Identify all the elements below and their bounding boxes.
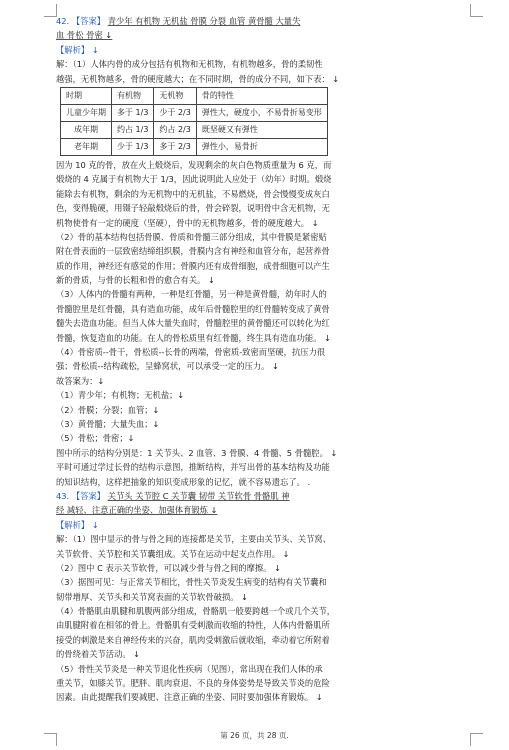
table-row: [61, 138, 328, 155]
paragraph-line: 图中所示的结构分别是：1 关节头、2 血管、3 骨膜、4 骨髓、5 骨髓腔。 ↓: [56, 447, 338, 458]
analysis-tag: 【解析】 ↓: [56, 519, 99, 530]
paragraph-line: （2）图中 C 表示关节软骨，可以减少骨与骨之间的摩擦。 ↓: [56, 562, 282, 573]
document-body: [56, 14, 468, 705]
answer-item: （1）青少年；有机物；无机盐；↓: [56, 390, 185, 401]
table-cell: 成年期: [61, 121, 112, 138]
table-cell: 儿童少年期: [61, 104, 112, 121]
paragraph-line: （3）据图可见：与正常关节相比，骨性关节炎发生病变的结构有关节囊和: [56, 577, 327, 588]
paragraph-line: 接受的刺激是来自神经传来的兴奋，肌肉受刺激后就收缩，牵动着它所附着: [56, 634, 330, 645]
q43-answer-line-2: [56, 503, 468, 517]
table-row: [61, 104, 328, 121]
paragraph-line: （2）骨的基本结构包括骨膜、骨质和骨髓三部分组成，其中骨膜是紧密贴: [56, 231, 327, 242]
paragraph-line: （4）骨骼肌由肌腱和肌腹两部分组成，骨骼肌一般要跨越一个或几个关节，: [56, 606, 336, 617]
paragraph-line: 因为 10 克的骨，放在火上煅烧后，发现剩余的灰白色物质重量为 6 克，而: [56, 159, 332, 170]
table-cell: 少于 1/3: [112, 138, 154, 155]
table-cell: 约占 2/3: [154, 121, 196, 138]
table-cell: 弹性小，易骨折: [196, 138, 327, 155]
table-cell: 老年期: [61, 138, 112, 155]
page-corner-mark: [470, 4, 483, 17]
conclusion-label: 故答案为：↓: [56, 375, 105, 386]
answer-text: 关节头 关节腔 C 关节囊 韧带 关节软骨 骨骼肌 神: [107, 490, 290, 501]
table-header: 有机物: [112, 87, 154, 104]
paragraph-line: 越强，无机物越多，骨的硬度越大；在不同时期，骨的成分不同，如下表： ↓: [56, 73, 340, 84]
paragraph-line: 解：（1）图中显示的骨与骨之间的连接都是关节，主要由关节头、关节窝、: [56, 534, 331, 545]
table-cell: 多于 1/3: [112, 104, 154, 121]
paragraph-line: （3）人体内的骨髓有两种，一种是红骨髓，另一种是黄骨髓，幼年时人的: [56, 289, 327, 300]
bone-composition-table: [60, 87, 328, 156]
answer-item: （2）骨膜；分裂；血管；↓: [56, 404, 160, 415]
paragraph-line: 因素。由此提醒我们要减肥、注意正确的坐姿、同时要加强体育锻炼。 ↓: [56, 692, 323, 703]
answer-text: 经 减轻、注意正确的坐姿、加强体育锻炼 ↓: [56, 505, 218, 516]
table-cell: 多于 2/3: [154, 138, 196, 155]
answer-item: （3）黄骨髓；大量失血；↓: [56, 418, 160, 429]
paragraph-line: 韧带增厚、关节头和关节窝表面的关节软骨破损。 ↓: [56, 591, 249, 602]
paragraph-line: 由肌腱附着在相邻的骨上。骨骼肌有受刺激而收缩的特性，人体内骨骼肌所: [56, 620, 330, 631]
table-header: 骨的特性: [196, 87, 327, 104]
paragraph-line: 髓失去造血功能。但当人体大量失血时，骨髓腔里的黄骨髓还可以转化为红: [56, 318, 330, 329]
paragraph-line: 骨髓，恢复造血的功能。在人的骨松质里有红骨髓，终生具有造血功能。 ↓: [56, 332, 332, 343]
table-header-row: [61, 87, 328, 104]
paragraph-line: 的骨绕着关节活动。 ↓: [56, 649, 141, 660]
table-header: 时期: [61, 87, 112, 104]
paragraph-line: 质的作用，神经还有感觉的作用；骨膜内还有成骨细胞，成骨细胞可以产生: [56, 260, 330, 271]
analysis-tag: 【解析】 ↓: [56, 44, 99, 55]
table-row: [61, 121, 328, 138]
paragraph-line: 色，变得脆硬，用镊子轻敲煅烧后的骨，骨会碎裂，说明骨中含无机物，无: [56, 203, 330, 214]
paragraph-line: 平时可通过学过长骨的结构示意图，推断结构，并写出骨的基本结构及功能: [56, 462, 330, 473]
paragraph-line: 强；骨松质--结构疏松，呈蜂窝状，可以承受一定的压力。 ↓: [56, 361, 280, 372]
paragraph-line: 煅烧的 4 克属于有机物大于 1/3，因此说明此人应处于（幼年）时期。煅烧: [56, 174, 332, 185]
paragraph-line: 附在骨表面的一层致密结缔组织膜，骨膜内含有神经和血管分布，起营养骨: [56, 246, 330, 257]
paragraph-line: 能除去有机物，剩余的为无机物中的无机盐，不易燃烧，骨会慢慢变成灰白: [56, 188, 330, 199]
answer-tag: 【答案】: [71, 16, 106, 26]
table-cell: 少于 2/3: [154, 104, 196, 121]
paragraph-line: 骨髓腔里是红骨髓，具有造血功能，成年后骨髓腔里的红骨髓转变成了黄骨: [56, 303, 330, 314]
q42-answer-line: [56, 14, 468, 28]
paragraph-line: 的知识结构，这样把抽象的知识变成形象的记忆，就不容易遗忘了。 .: [56, 476, 311, 487]
table-cell: 约占 1/3: [112, 121, 154, 138]
paragraph-line: （5）骨性关节炎是一种关节退化性疾病（见图），常出现在我们人体的承: [56, 663, 323, 674]
paragraph-line: 解：（1）人体内骨的成分包括有机物和无机物，有机物越多，骨的柔韧性: [56, 59, 323, 70]
answer-tag: 【答案】: [71, 490, 106, 501]
table-cell: 弹性大，硬度小，不易骨折易变形: [196, 104, 327, 121]
page-footer: 第 26 页，共 28 页.: [220, 731, 289, 740]
paragraph-line: （4）骨密质--骨干，骨松质--长骨的两端，骨密质-致密而坚硬，抗压力很: [56, 347, 326, 358]
table-cell: 既坚硬又有弹性: [196, 121, 327, 138]
answer-text: 血 骨松 骨密 ↓: [56, 30, 113, 41]
paragraph-line: 重关节，如膝关节。肥胖、肌肉衰退、不良的身体姿势是导致关节炎的危险: [56, 678, 330, 689]
question-number: 42.: [56, 16, 70, 26]
paragraph-line: 新的骨质，与骨的长粗和骨的愈合有关。 ↓: [56, 275, 215, 286]
paragraph-line: 机物使骨有一定的硬度（坚硬），骨中的无机物越多，骨的硬度越大。 ↓: [56, 217, 319, 228]
answer-text: 青少年 有机物 无机盐 骨膜 分裂 血管 黄骨髓 大量失: [107, 16, 301, 26]
q42-answer-line-2: [56, 28, 468, 42]
question-number: 43.: [56, 490, 70, 501]
paragraph-line: 关节软骨、关节腔和关节囊组成。关节在运动中起支点作用。 ↓: [56, 548, 290, 559]
q43-answer-line: [56, 489, 468, 503]
answer-item: （5）骨松；骨密；↓: [56, 433, 135, 444]
table-header: 无机物: [154, 87, 196, 104]
